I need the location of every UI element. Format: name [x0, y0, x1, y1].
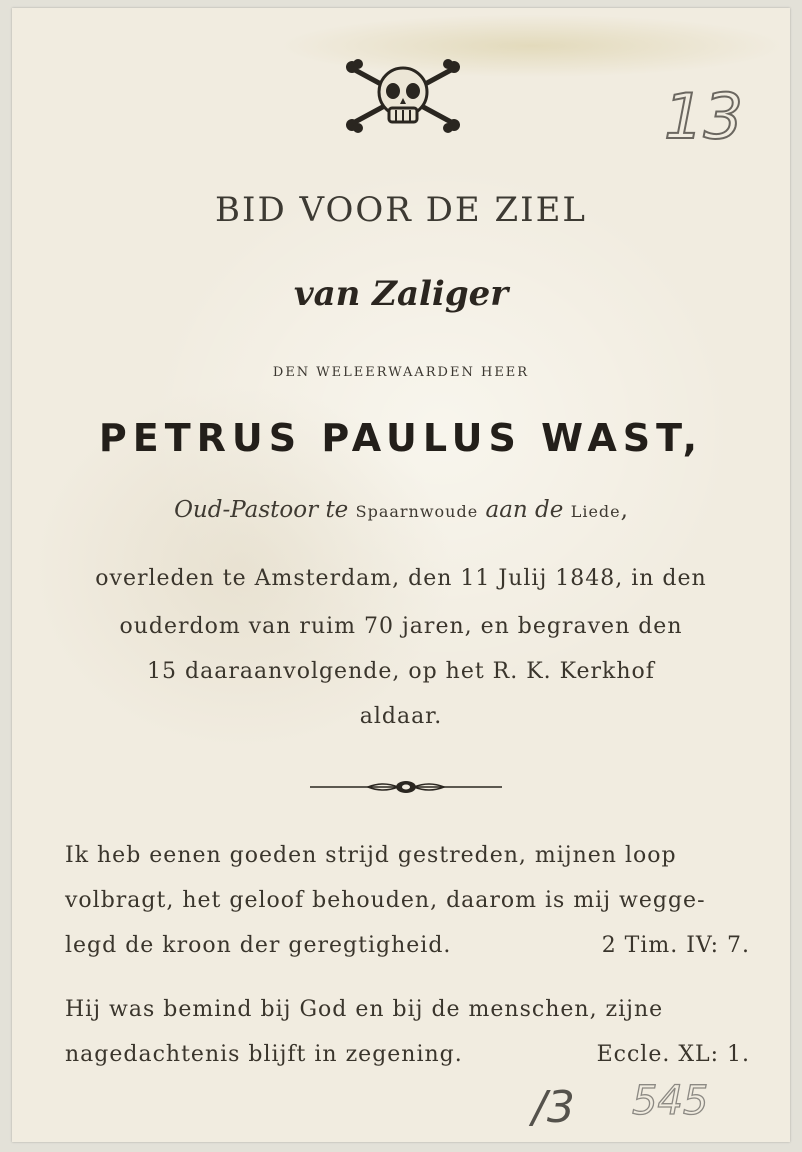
pencil-annotation-top [662, 78, 743, 153]
pencil-annotation-bottom [532, 1064, 762, 1134]
prayer-title: BID VOOR DE ZIEL [215, 190, 587, 230]
office-end: , [620, 497, 628, 523]
details-line-3: 15 daaraanvolgende, op het R. K. Kerkhof [147, 659, 655, 684]
quote1-line-2: volbragt, het geloof behouden, daarom is mij wegge- [65, 888, 706, 913]
office-place: Spaarnwoude [355, 502, 479, 521]
details-line-2: ouderdom van ruim 70 jaren, en begraven den [119, 614, 683, 639]
skull-crossbones-icon [343, 58, 463, 134]
details-line-1: overleden te Amsterdam, den 11 Julij 1848, in den [95, 566, 707, 591]
office-line [0, 497, 802, 523]
quote2-line-1: Hij was bemind bij God en bij de menschen, zijne [65, 997, 664, 1022]
quote1-reference: 2 Tim. IV: 7. [601, 933, 750, 958]
pencil-number-bottom-right: 545 [632, 1078, 709, 1124]
quote2-reference: Eccle. XL: 1. [596, 1042, 750, 1067]
office-te: te [325, 497, 349, 523]
quote1-text-3: legd de kroon der geregtigheid. [65, 933, 452, 958]
details-line-4: aldaar. [359, 704, 443, 729]
deceased-name: PETRUS PAULUS WAST, [98, 416, 704, 460]
pencil-number-top: 13 [664, 80, 743, 153]
office-role: Oud-Pastoor [174, 497, 319, 523]
quote1-line-3 [65, 933, 750, 958]
subtitle: van Zaliger [293, 274, 509, 314]
pencil-number-bottom-left: /3 [532, 1082, 575, 1133]
office-aan: aan de [485, 497, 564, 523]
quote2-text-2: nagedachtenis blijft in zegening. [65, 1042, 463, 1067]
honorific: DEN WELEERWAARDEN HEER [272, 365, 530, 380]
quote1-line-1: Ik heb eenen goeden strijd gestreden, mijnen loop [65, 843, 677, 868]
ornament-divider-icon [308, 776, 504, 798]
office-river: Liede [570, 502, 621, 521]
